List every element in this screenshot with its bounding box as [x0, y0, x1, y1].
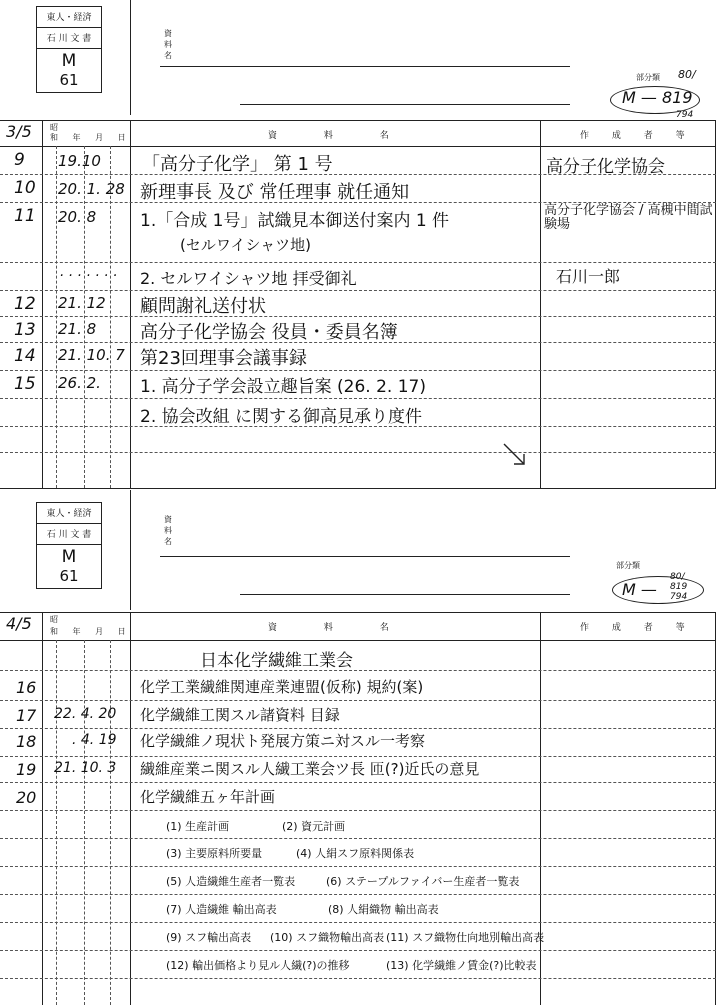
header-author: 作 成 者 等 [580, 131, 695, 141]
table-row-no: 13 [14, 320, 36, 340]
class-annot-2: 819 [670, 582, 688, 592]
sub-item: (12) 輸出価格より見ル人繊(?)の推移 [166, 959, 350, 972]
table-row-no: 14 [14, 346, 36, 366]
table-row-no: 12 [14, 294, 36, 314]
table-row-author: 高分子化学協会 [546, 157, 665, 177]
side-label: 資料名 [164, 29, 172, 60]
header-name: 資 料 名 [268, 131, 411, 141]
table-row-name: 顧問謝礼送付状 [140, 296, 266, 317]
sub-item: (8) 人絹織物 輸出高表 [328, 903, 439, 916]
table-row-date: 22. 4. 20 [54, 706, 117, 722]
table-row-no: 18 [16, 732, 37, 751]
stamp-code-1: M [61, 547, 77, 567]
table-row-date: 21. 10. 7 [58, 346, 125, 364]
stamp-mid: 石 川 文 書 [37, 527, 101, 545]
sub-item: (10) スフ織物輸出高表 [270, 931, 385, 944]
archive-stamp [36, 502, 102, 589]
table-row-name: 化学繊維五ヶ年計画 [140, 788, 276, 806]
table-row-no: 20 [16, 788, 37, 807]
header-author: 作 成 者 等 [580, 623, 695, 633]
sub-item: (2) 資元計画 [282, 820, 346, 833]
table-row-name: 高分子化学協会 役員・委員名簿 [140, 322, 398, 343]
sub-item: (6) ステープルファイバー生産者一覧表 [326, 875, 520, 888]
header-date: 和 年 月 日 [50, 627, 132, 636]
table-row-name: 1. 高分子学会設立趣旨案 (26. 2. 17) [140, 377, 426, 397]
class-label: 部分類 [616, 561, 640, 570]
side-label: 資料名 [164, 515, 172, 546]
class-annot-3: 794 [670, 592, 688, 602]
class-annot-1: 80/ [670, 572, 685, 582]
table-row-no: 9 [14, 150, 25, 170]
table-row-date: 20. 1. 28 [58, 180, 125, 198]
table-row-date: 19.10 [58, 152, 101, 170]
table-row-date: 21. 10. 3 [54, 760, 117, 776]
table-row-no: 17 [16, 706, 37, 725]
table-row-name: 化学繊維ノ現状ト発展方策ニ対スル一考察 [140, 732, 426, 750]
sub-item: (11) スフ織物仕向地別輸出高表 [386, 931, 545, 944]
sub-item: (3) 主要原料所要量 [166, 847, 263, 860]
table-row-date: 26. 2. [58, 374, 101, 392]
table-row-name: 新理事長 及び 常任理事 就任通知 [140, 182, 410, 203]
table-row-name: 化学工業繊維関連産業連盟(仮称) 規約(案) [140, 678, 424, 696]
class-code: M — 819 [622, 88, 693, 107]
table-row-name: 「高分子化学」 第 1 号 [142, 154, 333, 175]
stamp-code-1: M [61, 51, 77, 71]
header-era: 昭 [50, 615, 58, 624]
sub-item: (7) 人造繊維 輸出高表 [166, 903, 277, 916]
archive-stamp [36, 6, 102, 93]
table-row-author: 石川一郎 [556, 267, 621, 286]
header-date: 和 年 月 日 [50, 133, 132, 142]
table-row-name: 2. 協会改組 に関する御高見承り度件 [140, 407, 423, 427]
sub-item: (9) スフ輸出高表 [166, 931, 252, 944]
table-row-name: 化学繊維工関スル諸資料 目録 [140, 706, 340, 724]
section-title: 日本化学繊維工業会 [200, 651, 353, 671]
table-row-date: 21. 8 [58, 320, 97, 338]
table-row-no: 15 [14, 374, 36, 394]
class-code: M — [622, 580, 657, 599]
sub-item: (5) 人造繊維生産者一覧表 [166, 875, 296, 888]
table-row-no: 19 [16, 760, 37, 779]
table-row-author: 高分子化学協会 / 高槻中間試験場 [544, 203, 713, 232]
table-row-no: 11 [14, 206, 36, 226]
class-annot-2: 794 [676, 110, 694, 120]
class-annot-1: 80/ [678, 68, 696, 81]
sub-item: (1) 生産計画 [166, 820, 230, 833]
arrow-icon [500, 440, 530, 470]
table-row-name: 2. セルワイシャツ地 拝受御礼 [140, 269, 357, 288]
table-row-name: 1.「合成 1号」試織見本御送付案内 1 件 [140, 211, 450, 231]
sub-item: (4) 人絹スフ原料関係表 [296, 847, 415, 860]
table-row-no: . . . . . . . [60, 264, 118, 280]
table-row-name: 繊維産業ニ関スル人繊工業会ツ長 匝(?)近氏の意見 [140, 760, 480, 778]
table-row-date: . 4. 19 [72, 732, 117, 748]
header-era: 昭 [50, 123, 58, 132]
table-row-name: (セルワイシャツ地) [180, 236, 311, 254]
sub-item: (13) 化学繊維ノ賃金(?)比較表 [386, 959, 537, 972]
class-label: 部分類 [636, 73, 660, 82]
stamp-top: 東人・経済 [37, 10, 101, 28]
table-row-date: 21. 12 [58, 294, 106, 312]
stamp-code-2: 61 [59, 71, 79, 89]
stamp-mid: 石 川 文 書 [37, 31, 101, 49]
table-row-date: 20. 8 [58, 208, 97, 226]
page-number: 3/5 [6, 122, 32, 141]
stamp-top: 東人・経済 [37, 506, 101, 524]
table-row-no: 16 [16, 678, 37, 697]
table-row-no: 10 [14, 178, 36, 198]
table-row-name: 第23回理事会議事録 [140, 348, 307, 369]
stamp-code-2: 61 [59, 567, 79, 585]
page-number: 4/5 [6, 614, 32, 633]
header-name: 資 料 名 [268, 623, 411, 633]
